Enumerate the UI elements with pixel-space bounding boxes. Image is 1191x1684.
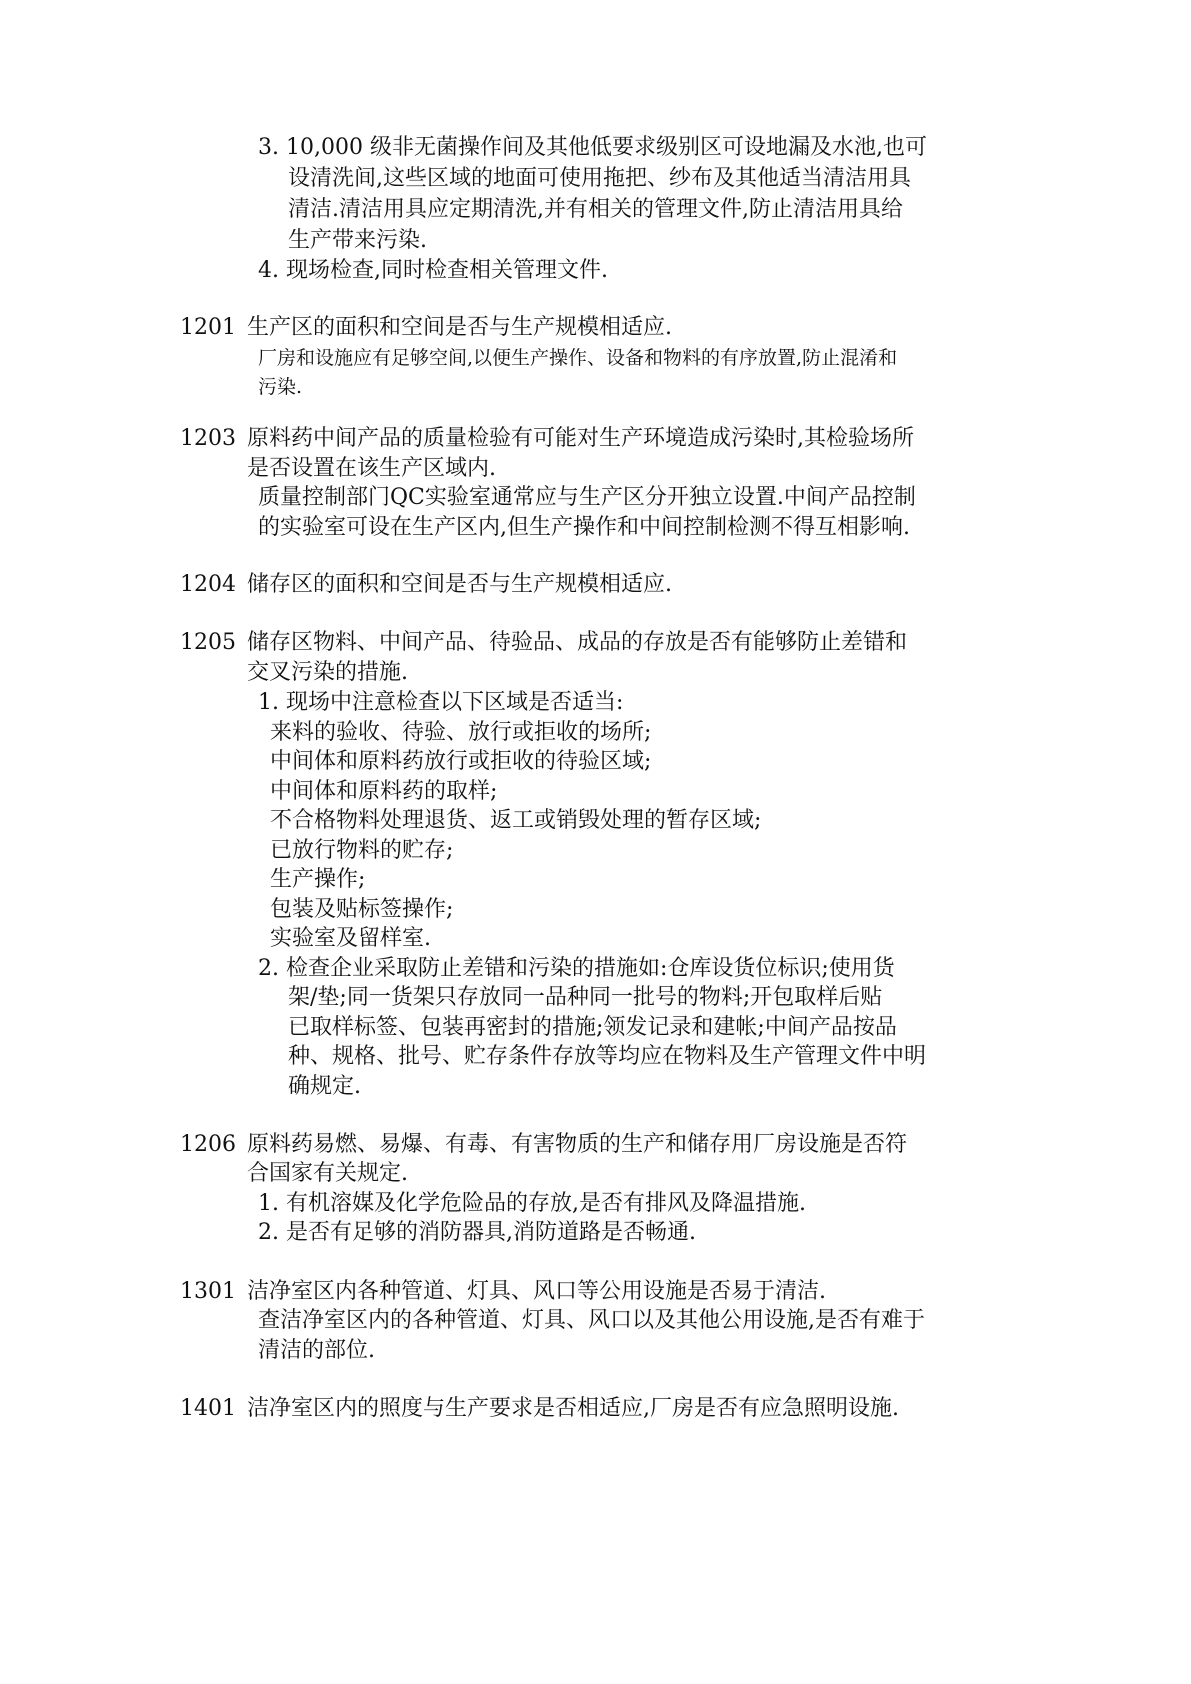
entry-1205-area-6: 生产操作; <box>270 867 366 892</box>
entry-1205-item2-line-3: 已取样标签、包装再密封的措施;领发记录和建帐;中间产品按品 <box>288 1015 897 1040</box>
entry-1301-note-line-1: 查洁净室区内的各种管道、灯具、风口以及其他公用设施,是否有难于 <box>258 1308 925 1333</box>
entry-code-1204: 1204 <box>180 572 236 597</box>
entry-code-1201: 1201 <box>180 315 236 340</box>
entry-1204-question: 储存区的面积和空间是否与生产规模相适应. <box>247 572 672 597</box>
entry-1201-note-line-2: 污染. <box>258 376 303 398</box>
intro-item3-line-1: 3. 10,000 级非无菌操作间及其他低要求级别区可设地漏及水池,也可 <box>258 135 927 160</box>
entry-1401-question: 洁净室区内的照度与生产要求是否相适应,厂房是否有应急照明设施. <box>247 1396 899 1421</box>
entry-1205-area-3: 中间体和原料药的取样; <box>270 779 498 804</box>
entry-1205-area-7: 包装及贴标签操作; <box>270 897 454 922</box>
entry-1205-item2-line-4: 种、规格、批号、贮存条件存放等均应在物料及生产管理文件中明 <box>288 1044 927 1069</box>
entry-1206-item-1: 1. 有机溶媒及化学危险品的存放,是否有排风及降温措施. <box>258 1191 806 1216</box>
entry-1301-note-line-2: 清洁的部位. <box>258 1338 375 1363</box>
entry-1205-question-line-2: 交叉污染的措施. <box>247 660 408 685</box>
entry-1205-area-2: 中间体和原料药放行或拒收的待验区域; <box>270 749 652 774</box>
entry-1205-area-4: 不合格物料处理退货、返工或销毁处理的暂存区域; <box>270 808 762 833</box>
entry-1205-area-5: 已放行物料的贮存; <box>270 838 454 863</box>
entry-1205-area-8: 实验室及留样室. <box>270 926 431 951</box>
entry-1205-item2-line-1: 2. 检查企业采取防止差错和污染的措施如:仓库设货位标识;使用货 <box>258 956 895 981</box>
entry-code-1401: 1401 <box>180 1396 236 1421</box>
entry-1206-question-line-2: 合国家有关规定. <box>247 1161 408 1186</box>
entry-code-1301: 1301 <box>180 1279 236 1304</box>
entry-code-1206: 1206 <box>180 1132 236 1157</box>
entry-1201-question: 生产区的面积和空间是否与生产规模相适应. <box>247 315 672 340</box>
entry-1205-item2-line-2: 架/垫;同一货架只存放同一品种同一批号的物料;开包取样后贴 <box>288 985 883 1010</box>
intro-item3-line-3: 清洁.清洁用具应定期清洗,并有相关的管理文件,防止清洁用具给 <box>288 197 903 222</box>
entry-1301-question: 洁净室区内各种管道、灯具、风口等公用设施是否易于清洁. <box>247 1279 826 1304</box>
entry-code-1205: 1205 <box>180 630 236 655</box>
entry-1201-note-line-1: 厂房和设施应有足够空间,以便生产操作、设备和物料的有序放置,防止混淆和 <box>258 347 898 369</box>
entry-code-1203: 1203 <box>180 426 236 451</box>
entry-1205-question-line-1: 储存区物料、中间产品、待验品、成品的存放是否有能够防止差错和 <box>247 630 908 655</box>
entry-1205-item2-line-5: 确规定. <box>288 1074 361 1099</box>
intro-item3-line-4: 生产带来污染. <box>288 228 427 253</box>
entry-1205-item1-title: 1. 现场中注意检查以下区域是否适当: <box>258 690 624 715</box>
entry-1206-item-2: 2. 是否有足够的消防器具,消防道路是否畅通. <box>258 1220 696 1245</box>
entry-1206-question-line-1: 原料药易燃、易爆、有毒、有害物质的生产和储存用厂房设施是否符 <box>247 1132 908 1157</box>
entry-1203-question-line-1: 原料药中间产品的质量检验有可能对生产环境造成污染时,其检验场所 <box>247 426 914 451</box>
entry-1205-area-1: 来料的验收、待验、放行或拒收的场所; <box>270 720 652 745</box>
entry-1203-note-line-1: 质量控制部门QC实验室通常应与生产区分开独立设置.中间产品控制 <box>258 485 916 510</box>
intro-item3-line-2: 设清洗间,这些区域的地面可使用拖把、纱布及其他适当清洁用具 <box>288 166 911 191</box>
intro-item4: 4. 现场检查,同时检查相关管理文件. <box>258 258 608 283</box>
entry-1203-note-line-2: 的实验室可设在生产区内,但生产操作和中间控制检测不得互相影响. <box>258 515 910 540</box>
entry-1203-question-line-2: 是否设置在该生产区域内. <box>247 456 496 481</box>
